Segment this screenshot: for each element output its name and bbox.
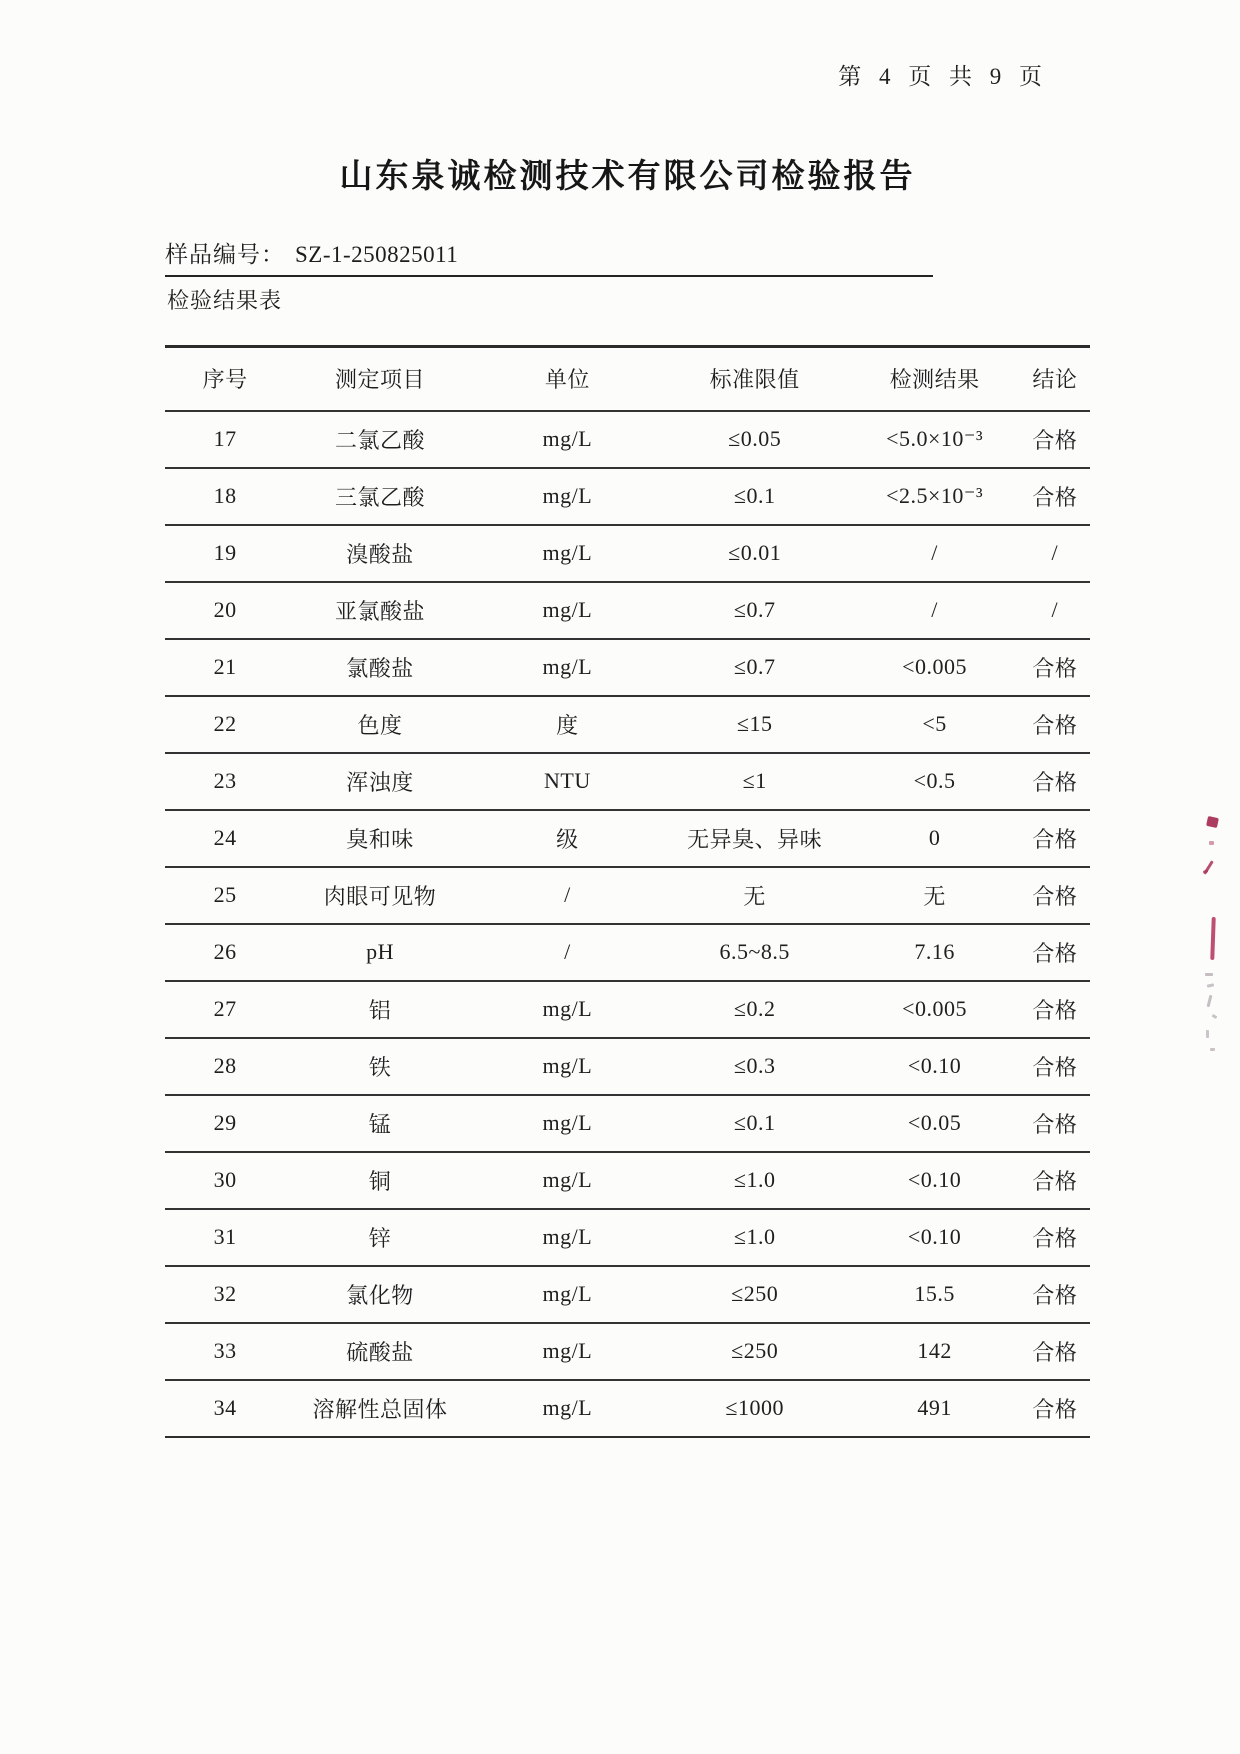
cell-conclusion: 合格 [1032,1282,1078,1308]
cell-index: 22 [213,711,237,736]
table-row [165,411,1090,468]
cell-result: / [931,597,938,622]
table-row [165,1323,1090,1380]
cell-limit: ≤0.01 [728,540,782,565]
cell-item: 肉眼可见物 [323,883,437,909]
cell-item: 浑浊度 [346,769,414,795]
cell-index: 24 [213,825,237,850]
cell-item: 臭和味 [346,826,414,852]
cell-item: 三氯乙酸 [335,484,426,510]
cell-item: 二氯乙酸 [335,427,426,453]
cell-item: 氯化物 [346,1282,414,1308]
cell-index: 28 [213,1053,237,1078]
results-table-caption: 检验结果表 [167,288,283,313]
column-header-limit: 标准限值 [709,367,800,393]
cell-result: 142 [917,1338,952,1363]
faint-ink-mark [1206,1030,1209,1038]
cell-item: 铁 [368,1054,392,1080]
table-row [165,1266,1090,1323]
red-seal-fragment [1203,869,1209,874]
faint-ink-mark [1207,983,1214,987]
table-row [165,468,1090,525]
cell-unit: mg/L [542,1338,593,1363]
cell-conclusion: 合格 [1032,769,1078,795]
cell-conclusion: 合格 [1032,1111,1078,1137]
column-header-unit: 单位 [544,367,590,393]
cell-conclusion: 合格 [1032,427,1078,453]
cell-index: 19 [213,540,237,565]
cell-result: 7.16 [914,939,955,964]
red-seal-fragment [1210,917,1215,960]
red-seal-fragment [1206,816,1219,828]
table-row [165,1380,1090,1437]
cell-limit: ≤1.0 [733,1224,776,1249]
cell-unit: / [564,939,571,964]
cell-limit: ≤250 [731,1338,779,1363]
cell-limit: 6.5~8.5 [719,939,790,964]
cell-conclusion: 合格 [1032,826,1078,852]
cell-result: / [931,540,938,565]
cell-conclusion: 合格 [1032,1339,1078,1365]
table-row [165,753,1090,810]
table-row [165,639,1090,696]
cell-result: <0.005 [902,654,968,679]
cell-unit: 级 [556,826,579,852]
cell-unit: mg/L [542,426,593,451]
column-header-item: 测定项目 [335,367,426,393]
cell-index: 34 [213,1395,237,1420]
cell-result: <0.10 [907,1167,962,1192]
cell-conclusion: 合格 [1032,655,1078,681]
column-header-result: 检测结果 [889,367,980,393]
table-row [165,1038,1090,1095]
cell-unit: mg/L [542,540,593,565]
cell-limit: ≤0.05 [728,426,782,451]
cell-limit: ≤0.1 [733,483,776,508]
cell-result: <0.5 [913,768,956,793]
cell-index: 30 [213,1167,237,1192]
cell-result: 15.5 [914,1281,955,1306]
faint-ink-mark [1210,1048,1215,1051]
cell-item: 亚氯酸盐 [335,598,426,624]
table-row [165,582,1090,639]
cell-conclusion: 合格 [1032,1168,1078,1194]
table-row [165,696,1090,753]
cell-item: 溴酸盐 [346,541,414,567]
cell-index: 27 [213,996,237,1021]
cell-limit: ≤0.1 [733,1110,776,1135]
cell-result: <5 [922,711,947,736]
sample-number-line [165,236,933,277]
cell-index: 25 [213,882,237,907]
cell-item: 锌 [368,1225,392,1251]
cell-item: 硫酸盐 [346,1339,414,1365]
cell-index: 23 [213,768,237,793]
faint-ink-mark [1205,973,1213,976]
cell-unit: mg/L [542,1110,593,1135]
cell-unit: mg/L [542,483,593,508]
cell-conclusion: 合格 [1032,1054,1078,1080]
cell-index: 33 [213,1338,237,1363]
faint-ink-mark [1207,995,1213,1007]
cell-limit: ≤1000 [725,1395,784,1420]
table-header-row [165,347,1090,411]
cell-result: <0.005 [902,996,968,1021]
cell-unit: mg/L [542,1167,593,1192]
cell-item: 铜 [368,1168,392,1194]
cell-limit: ≤15 [736,711,773,736]
results-table-body [165,411,1090,1437]
cell-unit: mg/L [542,597,593,622]
table-row [165,1209,1090,1266]
cell-item: 溶解性总固体 [312,1396,448,1422]
cell-result: <0.05 [907,1110,962,1135]
table-row [165,525,1090,582]
cell-item: 铝 [368,997,392,1023]
report-title: 山东泉诚检测技术有限公司检验报告 [339,159,916,195]
cell-unit: mg/L [542,1053,593,1078]
table-row [165,1095,1090,1152]
table-row [165,924,1090,981]
cell-unit: mg/L [542,1224,593,1249]
page-number: 第 4 页 共 9 页 [838,64,1044,89]
cell-item: 色度 [357,712,403,738]
cell-limit: 无 [743,883,766,909]
cell-unit: mg/L [542,996,593,1021]
cell-index: 17 [213,426,237,451]
cell-unit: NTU [544,768,591,793]
table-row [165,981,1090,1038]
cell-result: <0.10 [907,1224,962,1249]
cell-limit: ≤1 [742,768,767,793]
table-row [165,1152,1090,1209]
cell-unit: mg/L [542,1395,593,1420]
sample-number-label: 样品编号： [165,242,285,267]
cell-conclusion: 合格 [1032,883,1078,909]
cell-index: 26 [213,939,237,964]
cell-unit: mg/L [542,654,593,679]
cell-unit: 度 [556,712,579,738]
column-header-index: 序号 [202,367,248,393]
cell-conclusion: 合格 [1032,1396,1078,1422]
column-header-conclusion: 结论 [1032,367,1078,393]
table-row [165,867,1090,924]
cell-index: 20 [213,597,237,622]
cell-result: 491 [917,1395,952,1420]
red-seal-fragment [1209,841,1214,845]
cell-limit: ≤0.3 [733,1053,776,1078]
cell-limit: ≤0.7 [733,597,776,622]
results-table [165,345,1090,1438]
cell-result: <0.10 [907,1053,962,1078]
cell-unit: mg/L [542,1281,593,1306]
cell-conclusion: 合格 [1032,712,1078,738]
cell-index: 32 [213,1281,237,1306]
cell-index: 18 [213,483,237,508]
cell-result: 0 [928,825,941,850]
cell-conclusion: 合格 [1032,940,1078,966]
cell-conclusion: 合格 [1032,997,1078,1023]
cell-conclusion: 合格 [1032,484,1078,510]
table-row [165,810,1090,867]
cell-item: 氯酸盐 [346,655,414,681]
cell-unit: / [564,882,571,907]
cell-limit: ≤0.7 [733,654,776,679]
cell-index: 29 [213,1110,237,1135]
cell-limit: ≤0.2 [733,996,776,1021]
cell-limit: ≤1.0 [733,1167,776,1192]
cell-conclusion: / [1051,597,1059,622]
cell-result: <2.5×10⁻³ [886,483,984,508]
faint-ink-mark [1212,1014,1218,1019]
sample-number-value: SZ-1-250825011 [295,242,459,267]
cell-limit: ≤250 [731,1281,779,1306]
cell-index: 31 [213,1224,237,1249]
cell-conclusion: / [1051,540,1059,565]
cell-conclusion: 合格 [1032,1225,1078,1251]
cell-result: <5.0×10⁻³ [886,426,984,451]
cell-limit: 无异臭、异味 [687,826,823,852]
cell-item: pH [366,939,394,964]
cell-result: 无 [923,883,946,909]
cell-index: 21 [213,654,237,679]
cell-item: 锰 [368,1111,392,1137]
